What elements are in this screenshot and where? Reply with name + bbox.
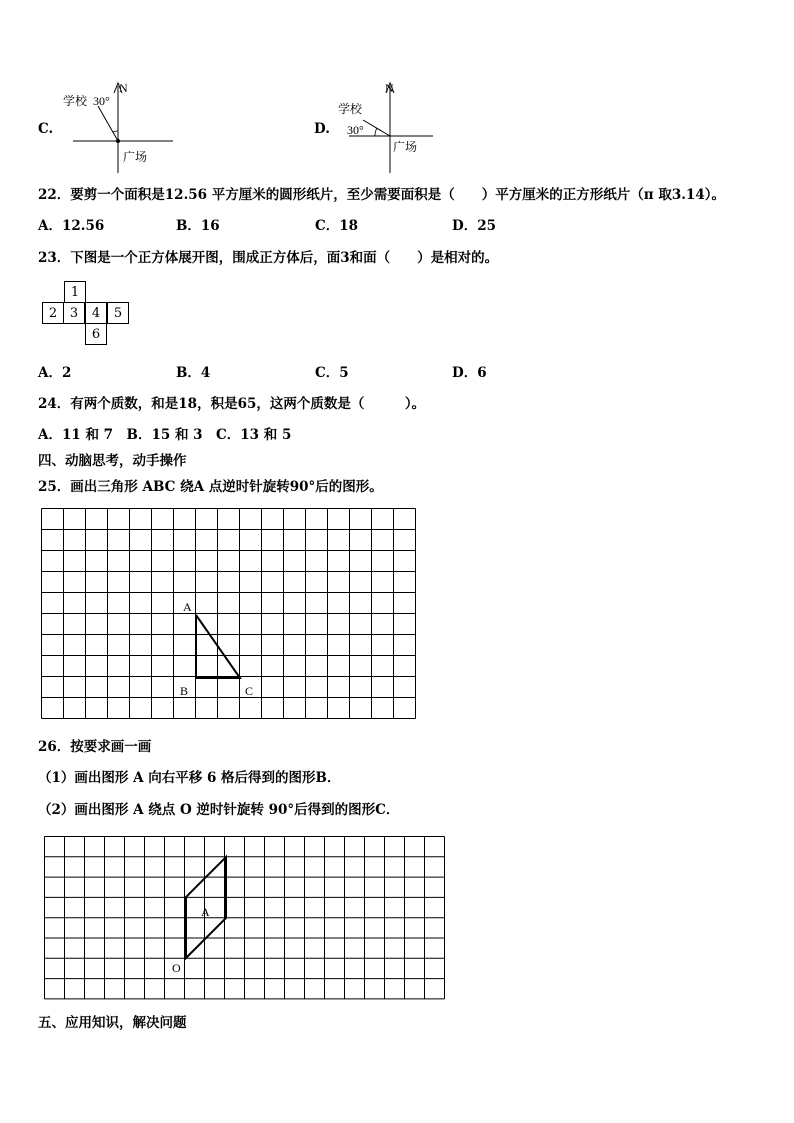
school-label: 学校 bbox=[338, 102, 363, 116]
point-o-label: O bbox=[172, 961, 181, 975]
option-c-letter: C. bbox=[38, 121, 54, 137]
angle-label: 30° bbox=[93, 94, 110, 108]
face-4: 4 bbox=[85, 302, 107, 324]
q22-option-b: B．16 bbox=[176, 218, 220, 234]
q23-option-a: A．2 bbox=[38, 365, 72, 381]
question-23: 23．下图是一个正方体展开图，围成正方体后，面3和面（ ）是相对的。 bbox=[38, 250, 499, 266]
question-25: 25．画出三角形 ABC 绕A 点逆时针旋转90°后的图形。 bbox=[38, 479, 383, 495]
section-4-heading: 四、动脑思考，动手操作 bbox=[38, 453, 187, 469]
point-c-label: C bbox=[245, 684, 254, 698]
face-6: 6 bbox=[85, 323, 107, 345]
question-26: 26．按要求画一画 bbox=[38, 739, 152, 755]
q23-option-d: D．6 bbox=[452, 365, 487, 381]
q22-option-c: C．18 bbox=[315, 218, 359, 234]
q24-options: A．11 和 7 B．15 和 3 C．13 和 5 bbox=[38, 427, 292, 443]
grid-26 bbox=[43, 835, 447, 1003]
question-24: 24．有两个质数，和是18，积是65，这两个质数是（ ）。 bbox=[38, 396, 426, 412]
q26-part-1: （1）画出图形 A 向右平移 6 格后得到的图形B． bbox=[38, 770, 341, 786]
point-a-label: A bbox=[183, 600, 192, 614]
face-5: 5 bbox=[107, 302, 129, 324]
direction-diagram-c bbox=[55, 78, 185, 178]
school-label: 学校 bbox=[63, 94, 88, 108]
north-label: N bbox=[385, 81, 394, 95]
q26-part-2: （2）画出图形 A 绕点 O 逆时针旋转 90°后得到的图形C． bbox=[38, 802, 400, 818]
square-label: 广场 bbox=[393, 140, 418, 154]
face-1: 1 bbox=[64, 281, 86, 303]
question-22: 22．要剪一个面积是12.56 平方厘米的圆形纸片，至少需要面积是（ ）平方厘米的正方形纸片（π 取3.14）。 bbox=[38, 187, 725, 203]
option-d-letter: D. bbox=[314, 121, 330, 137]
section-5-heading: 五、应用知识，解决问题 bbox=[38, 1015, 187, 1031]
direction-diagram-d bbox=[335, 78, 445, 178]
square-label: 广场 bbox=[123, 150, 148, 164]
north-label: N bbox=[119, 81, 128, 95]
grid-25 bbox=[40, 507, 420, 725]
point-b-label: B bbox=[180, 684, 189, 698]
q23-option-b: B．4 bbox=[176, 365, 211, 381]
angle-label: 30° bbox=[347, 123, 364, 137]
face-2: 2 bbox=[42, 302, 64, 324]
q22-option-d: D．25 bbox=[452, 218, 496, 234]
cube-net bbox=[42, 281, 142, 351]
q22-option-a: A．12.56 bbox=[38, 218, 105, 234]
face-3: 3 bbox=[63, 302, 85, 324]
q23-option-c: C．5 bbox=[315, 365, 349, 381]
figure-a-label: A bbox=[201, 905, 210, 919]
